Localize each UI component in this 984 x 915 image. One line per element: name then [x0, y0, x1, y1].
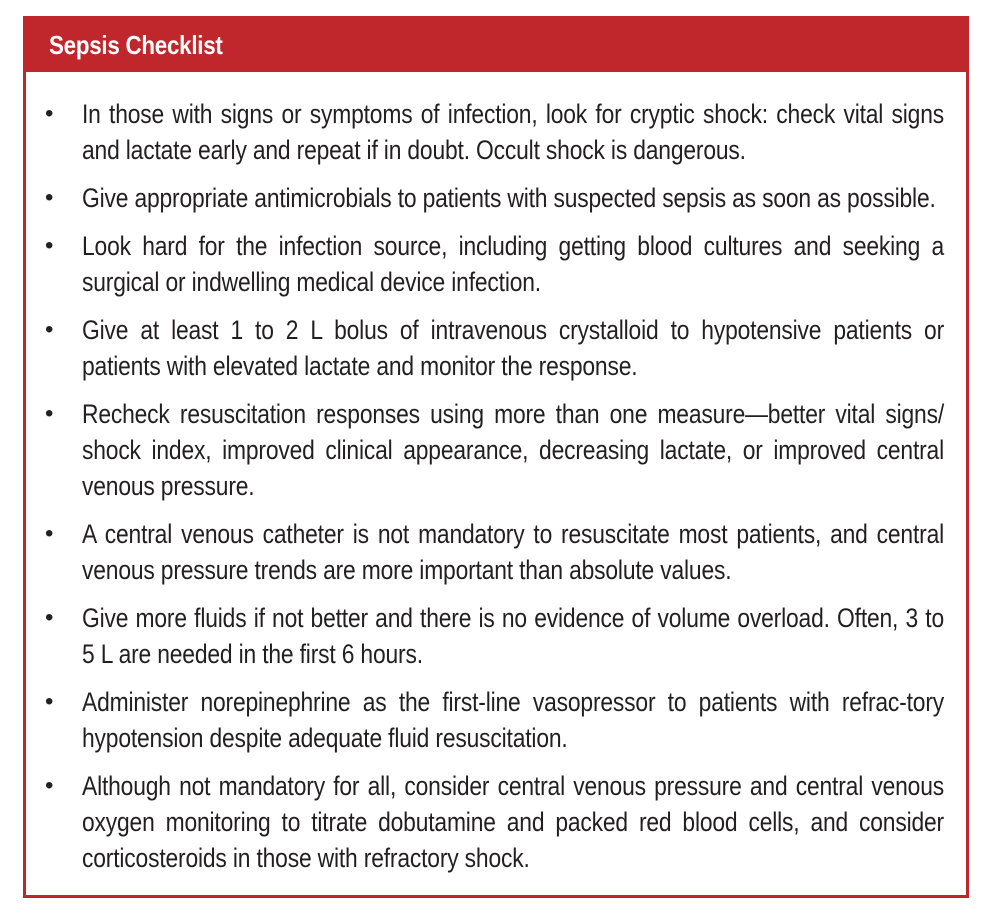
checklist-item [26, 600, 946, 672]
checklist-item [26, 312, 946, 384]
checklist-item-text: A central venous catheter is not mandatory to resuscitate most patients, and central venous pressure trends are more important than absolute values. [82, 519, 944, 585]
checklist-title: Sepsis Checklist [49, 30, 223, 60]
checklist-item-text: Recheck resuscitation responses using more than one measure—better vital signs/ shock index, improved clinical appearance, decreasing lactate, or improved central venous pressure. [82, 399, 944, 501]
checklist-item-text: Give appropriate antimicrobials to patients with suspected sepsis as soon as possible. [82, 183, 936, 213]
checklist-item [26, 768, 946, 876]
bullet-icon: • [45, 688, 54, 715]
checklist-item-text: Give more fluids if not better and there is no evidence of volume overload. Often, 3 to 5 L are needed in the first 6 hours. [82, 603, 944, 669]
bullet-icon: • [45, 184, 54, 211]
bullet-icon: • [45, 316, 54, 343]
checklist-item-text: Give at least 1 to 2 L bolus of intravenous crystalloid to hypotensive patients or patients with elevated lactate and monitor the response. [82, 315, 944, 381]
checklist-list [26, 72, 966, 876]
checklist-item-text: Look hard for the infection source, including getting blood cultures and seeking a surgical or indwelling medical device infection. [82, 231, 944, 297]
checklist-item [26, 396, 946, 504]
checklist-item [26, 516, 946, 588]
bullet-icon: • [45, 400, 54, 427]
checklist-item [26, 180, 946, 216]
checklist-item-text: Although not mandatory for all, consider central venous pressure and central venous oxygen monitoring to titrate dobutamine and packed red blood cells, and consider corticosteroids in those with refractory shock. [82, 771, 944, 873]
bullet-icon: • [45, 232, 54, 259]
checklist-item-text: Administer norepinephrine as the first-line vasopressor to patients with refrac-tory hypotension despite adequate fluid resuscitation. [82, 687, 944, 753]
bullet-icon: • [45, 520, 54, 547]
checklist-item [26, 96, 946, 168]
checklist-header [26, 19, 966, 72]
bullet-icon: • [45, 604, 54, 631]
bullet-icon: • [45, 772, 54, 799]
sepsis-checklist-box [23, 16, 969, 898]
checklist-item [26, 228, 946, 300]
checklist-item-text: In those with signs or symptoms of infection, look for cryptic shock: check vital signs and lactate early and repeat if in doubt. Occult shock is dangerous. [82, 99, 944, 165]
bullet-icon: • [45, 100, 54, 127]
checklist-item [26, 684, 946, 756]
